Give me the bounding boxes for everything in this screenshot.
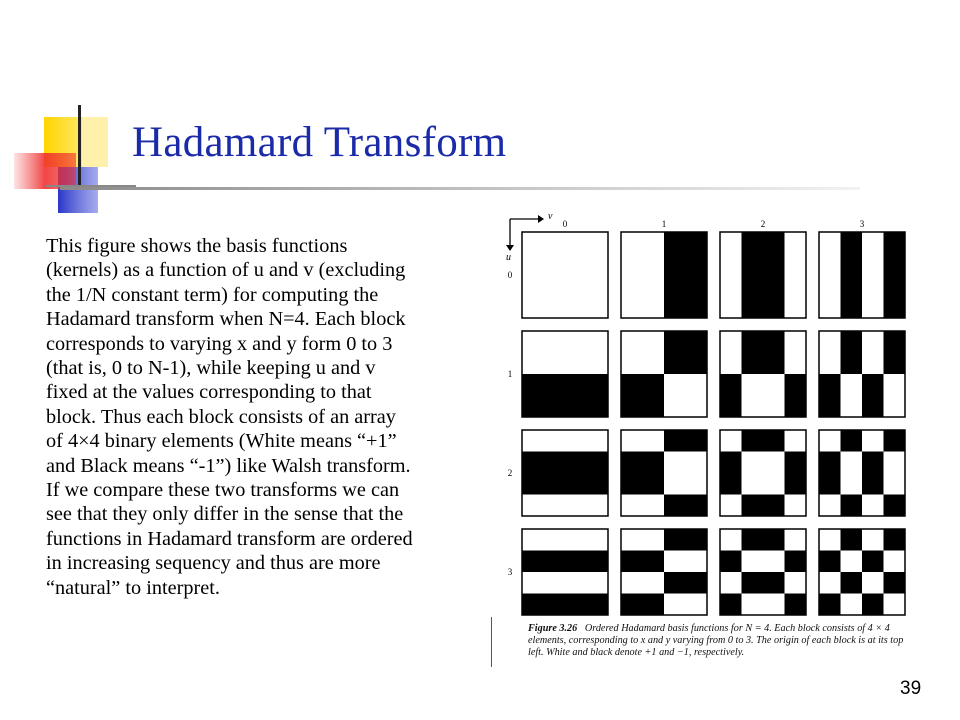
basis-cell bbox=[621, 430, 643, 452]
basis-cell bbox=[565, 331, 587, 353]
basis-cell bbox=[785, 374, 807, 396]
basis-cell bbox=[587, 353, 609, 375]
basis-cell bbox=[621, 594, 643, 616]
basis-cell bbox=[643, 232, 665, 254]
basis-cell bbox=[785, 254, 807, 276]
basis-cell bbox=[785, 353, 807, 375]
basis-cell bbox=[643, 254, 665, 276]
hadamard-basis-figure bbox=[488, 205, 938, 670]
basis-cell bbox=[621, 374, 643, 396]
basis-cell bbox=[565, 452, 587, 474]
basis-cell bbox=[862, 495, 884, 517]
basis-cell bbox=[841, 430, 863, 452]
basis-cell bbox=[522, 353, 544, 375]
basis-cell bbox=[841, 396, 863, 418]
basis-cell bbox=[686, 331, 708, 353]
basis-cell bbox=[643, 396, 665, 418]
basis-cell bbox=[819, 297, 841, 319]
basis-cell bbox=[643, 551, 665, 573]
basis-cell bbox=[841, 495, 863, 517]
basis-cell bbox=[621, 572, 643, 594]
basis-cell bbox=[544, 275, 566, 297]
basis-cell bbox=[587, 430, 609, 452]
basis-cell bbox=[763, 473, 785, 495]
basis-cell bbox=[587, 452, 609, 474]
basis-cell bbox=[742, 551, 764, 573]
basis-cell bbox=[785, 331, 807, 353]
basis-cell bbox=[819, 232, 841, 254]
basis-cell bbox=[841, 473, 863, 495]
basis-cell bbox=[720, 353, 742, 375]
basis-cell bbox=[763, 396, 785, 418]
body-line: see that they only differ in the sense that the bbox=[46, 503, 404, 526]
basis-cell bbox=[664, 495, 686, 517]
basis-cell bbox=[643, 572, 665, 594]
basis-cell bbox=[565, 396, 587, 418]
basis-cell bbox=[841, 353, 863, 375]
basis-cell bbox=[862, 331, 884, 353]
basis-cell bbox=[742, 275, 764, 297]
body-line: and Black means “-1”) like Walsh transform. bbox=[46, 454, 411, 477]
basis-cell bbox=[862, 374, 884, 396]
basis-cell bbox=[862, 551, 884, 573]
basis-cell bbox=[742, 572, 764, 594]
basis-cell bbox=[522, 331, 544, 353]
basis-cell bbox=[686, 430, 708, 452]
body-line: fixed at the values corresponding to that bbox=[46, 381, 372, 404]
basis-cell bbox=[884, 331, 906, 353]
basis-cell bbox=[884, 254, 906, 276]
basis-cell bbox=[621, 529, 643, 551]
body-line: This figure shows the basis functions bbox=[46, 235, 348, 257]
basis-cell bbox=[643, 452, 665, 474]
slide-title: Hadamard Transform bbox=[132, 119, 507, 166]
basis-cell bbox=[664, 254, 686, 276]
basis-cell bbox=[621, 275, 643, 297]
basis-cell bbox=[785, 495, 807, 517]
basis-cell bbox=[686, 353, 708, 375]
basis-cell bbox=[587, 495, 609, 517]
basis-cell bbox=[862, 275, 884, 297]
basis-cell bbox=[763, 374, 785, 396]
basis-cell bbox=[785, 594, 807, 616]
basis-cell bbox=[621, 495, 643, 517]
basis-cell bbox=[664, 297, 686, 319]
basis-cell bbox=[841, 452, 863, 474]
basis-cell bbox=[587, 275, 609, 297]
basis-cell bbox=[841, 374, 863, 396]
basis-cell bbox=[643, 374, 665, 396]
basis-cell bbox=[720, 331, 742, 353]
basis-cell bbox=[544, 331, 566, 353]
basis-cell bbox=[686, 594, 708, 616]
basis-cell bbox=[742, 529, 764, 551]
basis-cell bbox=[664, 529, 686, 551]
basis-cell bbox=[686, 232, 708, 254]
basis-cell bbox=[522, 594, 544, 616]
basis-cell bbox=[544, 594, 566, 616]
basis-cell bbox=[522, 275, 544, 297]
basis-cell bbox=[785, 529, 807, 551]
basis-cell bbox=[621, 473, 643, 495]
basis-cell bbox=[884, 374, 906, 396]
basis-cell bbox=[643, 430, 665, 452]
basis-cell bbox=[664, 275, 686, 297]
basis-cell bbox=[621, 551, 643, 573]
basis-cell bbox=[742, 430, 764, 452]
basis-cell bbox=[819, 529, 841, 551]
basis-cell bbox=[565, 275, 587, 297]
basis-cell bbox=[884, 473, 906, 495]
basis-cell bbox=[587, 551, 609, 573]
basis-cell bbox=[763, 232, 785, 254]
body-line: functions in Hadamard transform are ordered bbox=[46, 527, 413, 550]
basis-cell bbox=[742, 594, 764, 616]
basis-cell bbox=[763, 551, 785, 573]
basis-cell bbox=[686, 254, 708, 276]
basis-cell bbox=[785, 297, 807, 319]
page-number: 39 bbox=[900, 678, 922, 699]
basis-cell bbox=[686, 297, 708, 319]
basis-cell bbox=[587, 473, 609, 495]
basis-cell bbox=[819, 331, 841, 353]
basis-cell bbox=[544, 430, 566, 452]
basis-cell bbox=[686, 529, 708, 551]
basis-cell bbox=[544, 232, 566, 254]
basis-cell bbox=[522, 572, 544, 594]
basis-cell bbox=[763, 594, 785, 616]
body-line: Hadamard transform when N=4. Each block bbox=[46, 308, 406, 331]
basis-cell bbox=[742, 495, 764, 517]
basis-cell bbox=[522, 396, 544, 418]
body-line: corresponds to varying x and y form 0 to 3 bbox=[46, 332, 393, 355]
body-line: (that is, 0 to N-1), while keeping u and v bbox=[46, 357, 376, 380]
basis-cell bbox=[720, 374, 742, 396]
basis-cell bbox=[587, 374, 609, 396]
basis-cell bbox=[664, 551, 686, 573]
basis-cell bbox=[686, 495, 708, 517]
basis-cell bbox=[544, 473, 566, 495]
basis-cell bbox=[862, 529, 884, 551]
basis-cell bbox=[884, 495, 906, 517]
basis-cell bbox=[565, 572, 587, 594]
body-line: “natural” to interpret. bbox=[46, 576, 220, 599]
basis-cell bbox=[643, 353, 665, 375]
basis-cell bbox=[621, 232, 643, 254]
basis-cell bbox=[643, 297, 665, 319]
basis-cell bbox=[522, 551, 544, 573]
caption-label: Figure 3.26 bbox=[528, 623, 578, 634]
basis-cell bbox=[720, 529, 742, 551]
basis-cell bbox=[720, 430, 742, 452]
basis-cell bbox=[720, 297, 742, 319]
basis-cell bbox=[664, 396, 686, 418]
basis-cell bbox=[862, 396, 884, 418]
column-label: 0 bbox=[562, 219, 568, 229]
basis-cell bbox=[643, 529, 665, 551]
basis-cell bbox=[544, 529, 566, 551]
basis-cell bbox=[819, 353, 841, 375]
basis-cell bbox=[742, 473, 764, 495]
basis-cell bbox=[862, 430, 884, 452]
basis-cell bbox=[544, 353, 566, 375]
body-line: in increasing sequency and thus are more bbox=[46, 552, 381, 575]
basis-cell bbox=[884, 396, 906, 418]
basis-cell bbox=[544, 452, 566, 474]
basis-cell bbox=[720, 572, 742, 594]
basis-cell bbox=[785, 452, 807, 474]
basis-cell bbox=[720, 396, 742, 418]
basis-cell bbox=[643, 275, 665, 297]
basis-cell bbox=[819, 374, 841, 396]
basis-cell bbox=[686, 275, 708, 297]
basis-cell bbox=[522, 374, 544, 396]
basis-cell bbox=[664, 232, 686, 254]
basis-cell bbox=[742, 452, 764, 474]
basis-cell bbox=[565, 232, 587, 254]
basis-cell bbox=[819, 254, 841, 276]
basis-cell bbox=[862, 594, 884, 616]
title-divider bbox=[60, 187, 860, 190]
basis-cell bbox=[763, 452, 785, 474]
basis-cell bbox=[587, 232, 609, 254]
basis-cell bbox=[819, 572, 841, 594]
basis-cell bbox=[884, 353, 906, 375]
u-axis-label: u bbox=[506, 252, 511, 263]
basis-cell bbox=[742, 331, 764, 353]
column-label: 2 bbox=[760, 219, 766, 229]
basis-cell bbox=[785, 551, 807, 573]
basis-cell bbox=[522, 297, 544, 319]
basis-cell bbox=[522, 473, 544, 495]
basis-cell bbox=[565, 430, 587, 452]
basis-cell bbox=[742, 254, 764, 276]
basis-cell bbox=[664, 572, 686, 594]
basis-cell bbox=[664, 473, 686, 495]
row-label: 3 bbox=[507, 567, 513, 577]
basis-cell bbox=[862, 452, 884, 474]
basis-cell bbox=[664, 594, 686, 616]
basis-cell bbox=[643, 331, 665, 353]
basis-cell bbox=[544, 551, 566, 573]
basis-cell bbox=[819, 473, 841, 495]
basis-cell bbox=[587, 331, 609, 353]
basis-cell bbox=[862, 297, 884, 319]
basis-cell bbox=[565, 495, 587, 517]
body-line: block. Thus each block consists of an array bbox=[46, 405, 396, 428]
basis-cell bbox=[819, 551, 841, 573]
basis-cell bbox=[742, 353, 764, 375]
basis-cell bbox=[742, 374, 764, 396]
caption-line: Ordered Hadamard basis functions for N = 4. Each block consists of 4 × 4 bbox=[584, 623, 890, 634]
basis-cell bbox=[862, 254, 884, 276]
basis-cell bbox=[819, 452, 841, 474]
basis-cell bbox=[587, 594, 609, 616]
basis-cell bbox=[621, 396, 643, 418]
basis-cell bbox=[763, 297, 785, 319]
basis-cell bbox=[841, 572, 863, 594]
basis-cell bbox=[587, 396, 609, 418]
basis-cell bbox=[884, 529, 906, 551]
body-line: of 4×4 binary elements (White means “+1” bbox=[46, 430, 397, 453]
basis-cell bbox=[544, 254, 566, 276]
basis-cell bbox=[522, 254, 544, 276]
body-line: (kernels) as a function of u and v (excluding bbox=[46, 259, 406, 282]
v-axis-label: v bbox=[548, 211, 553, 222]
basis-cell bbox=[544, 396, 566, 418]
row-label: 1 bbox=[507, 369, 513, 379]
basis-cell bbox=[884, 297, 906, 319]
basis-cell bbox=[841, 254, 863, 276]
figure-caption bbox=[528, 623, 938, 659]
figure-edge-line bbox=[491, 617, 492, 667]
body-line: If we compare these two transforms we can bbox=[46, 479, 400, 502]
basis-cell bbox=[664, 353, 686, 375]
basis-cell bbox=[819, 396, 841, 418]
basis-cell bbox=[621, 254, 643, 276]
u-axis-arrow-icon bbox=[506, 245, 514, 251]
basis-cell bbox=[686, 473, 708, 495]
basis-cell bbox=[763, 254, 785, 276]
basis-cell bbox=[720, 495, 742, 517]
basis-cell bbox=[763, 495, 785, 517]
caption-line: left. White and black denote +1 and −1, respectively. bbox=[528, 647, 745, 658]
basis-cell bbox=[522, 452, 544, 474]
basis-cell bbox=[841, 594, 863, 616]
basis-cell bbox=[522, 495, 544, 517]
basis-cell bbox=[785, 572, 807, 594]
basis-cell bbox=[763, 529, 785, 551]
basis-cell bbox=[720, 254, 742, 276]
basis-cell bbox=[862, 353, 884, 375]
basis-cell bbox=[522, 430, 544, 452]
basis-cell bbox=[720, 551, 742, 573]
caption-line: elements, corresponding to x and y varying from 0 to 3. The origin of each block is at its top bbox=[528, 635, 904, 646]
basis-cell bbox=[884, 430, 906, 452]
basis-cell bbox=[720, 232, 742, 254]
column-label: 1 bbox=[661, 219, 667, 229]
basis-cell bbox=[862, 572, 884, 594]
basis-cell bbox=[841, 275, 863, 297]
basis-cell bbox=[742, 232, 764, 254]
basis-cell bbox=[785, 473, 807, 495]
basis-cell bbox=[686, 551, 708, 573]
basis-cell bbox=[720, 594, 742, 616]
basis-cell bbox=[819, 495, 841, 517]
basis-cell bbox=[587, 572, 609, 594]
basis-cell bbox=[819, 594, 841, 616]
basis-cell bbox=[621, 353, 643, 375]
basis-cell bbox=[763, 572, 785, 594]
basis-cell bbox=[841, 529, 863, 551]
basis-cell bbox=[742, 396, 764, 418]
basis-cell bbox=[720, 275, 742, 297]
basis-cell bbox=[621, 331, 643, 353]
v-axis-arrow-icon bbox=[538, 215, 544, 223]
basis-cell bbox=[686, 572, 708, 594]
basis-cell bbox=[785, 232, 807, 254]
basis-cell bbox=[686, 452, 708, 474]
basis-grid-svg bbox=[488, 205, 938, 620]
body-text bbox=[46, 234, 491, 600]
basis-cell bbox=[841, 297, 863, 319]
basis-cell bbox=[862, 232, 884, 254]
basis-cell bbox=[862, 473, 884, 495]
basis-cell bbox=[884, 232, 906, 254]
basis-cell bbox=[664, 331, 686, 353]
basis-cell bbox=[587, 529, 609, 551]
column-label: 3 bbox=[859, 219, 865, 229]
basis-cell bbox=[544, 572, 566, 594]
basis-cell bbox=[686, 374, 708, 396]
basis-cell bbox=[720, 452, 742, 474]
basis-cell bbox=[819, 275, 841, 297]
basis-cell bbox=[785, 430, 807, 452]
basis-cell bbox=[522, 529, 544, 551]
basis-cell bbox=[643, 473, 665, 495]
basis-cell bbox=[841, 232, 863, 254]
basis-cell bbox=[587, 254, 609, 276]
basis-cell bbox=[785, 396, 807, 418]
decorative-logo bbox=[0, 95, 140, 225]
row-label: 2 bbox=[507, 468, 513, 478]
basis-cell bbox=[565, 551, 587, 573]
basis-cell bbox=[643, 594, 665, 616]
basis-cell bbox=[565, 254, 587, 276]
basis-cell bbox=[565, 353, 587, 375]
basis-cell bbox=[544, 374, 566, 396]
basis-cell bbox=[763, 331, 785, 353]
basis-cell bbox=[565, 374, 587, 396]
basis-cell bbox=[686, 396, 708, 418]
basis-cell bbox=[565, 594, 587, 616]
basis-cell bbox=[884, 594, 906, 616]
basis-cell bbox=[544, 495, 566, 517]
basis-cell bbox=[841, 551, 863, 573]
basis-cell bbox=[884, 572, 906, 594]
basis-cell bbox=[621, 297, 643, 319]
basis-cell bbox=[587, 297, 609, 319]
body-line: the 1/N constant term) for computing the bbox=[46, 283, 379, 306]
basis-cell bbox=[785, 275, 807, 297]
basis-cell bbox=[763, 353, 785, 375]
basis-cell bbox=[621, 452, 643, 474]
basis-cell bbox=[664, 452, 686, 474]
basis-cell bbox=[664, 374, 686, 396]
basis-cell bbox=[742, 297, 764, 319]
basis-cell bbox=[664, 430, 686, 452]
row-label: 0 bbox=[507, 270, 513, 280]
basis-cell bbox=[720, 473, 742, 495]
basis-cell bbox=[819, 430, 841, 452]
basis-cell bbox=[763, 275, 785, 297]
basis-cell bbox=[763, 430, 785, 452]
basis-cell bbox=[884, 452, 906, 474]
basis-cell bbox=[884, 551, 906, 573]
basis-cell bbox=[841, 331, 863, 353]
basis-cell bbox=[522, 232, 544, 254]
basis-cell bbox=[643, 495, 665, 517]
basis-cell bbox=[565, 297, 587, 319]
basis-cell bbox=[544, 297, 566, 319]
basis-cell bbox=[884, 275, 906, 297]
basis-cell bbox=[565, 529, 587, 551]
basis-cell bbox=[565, 473, 587, 495]
